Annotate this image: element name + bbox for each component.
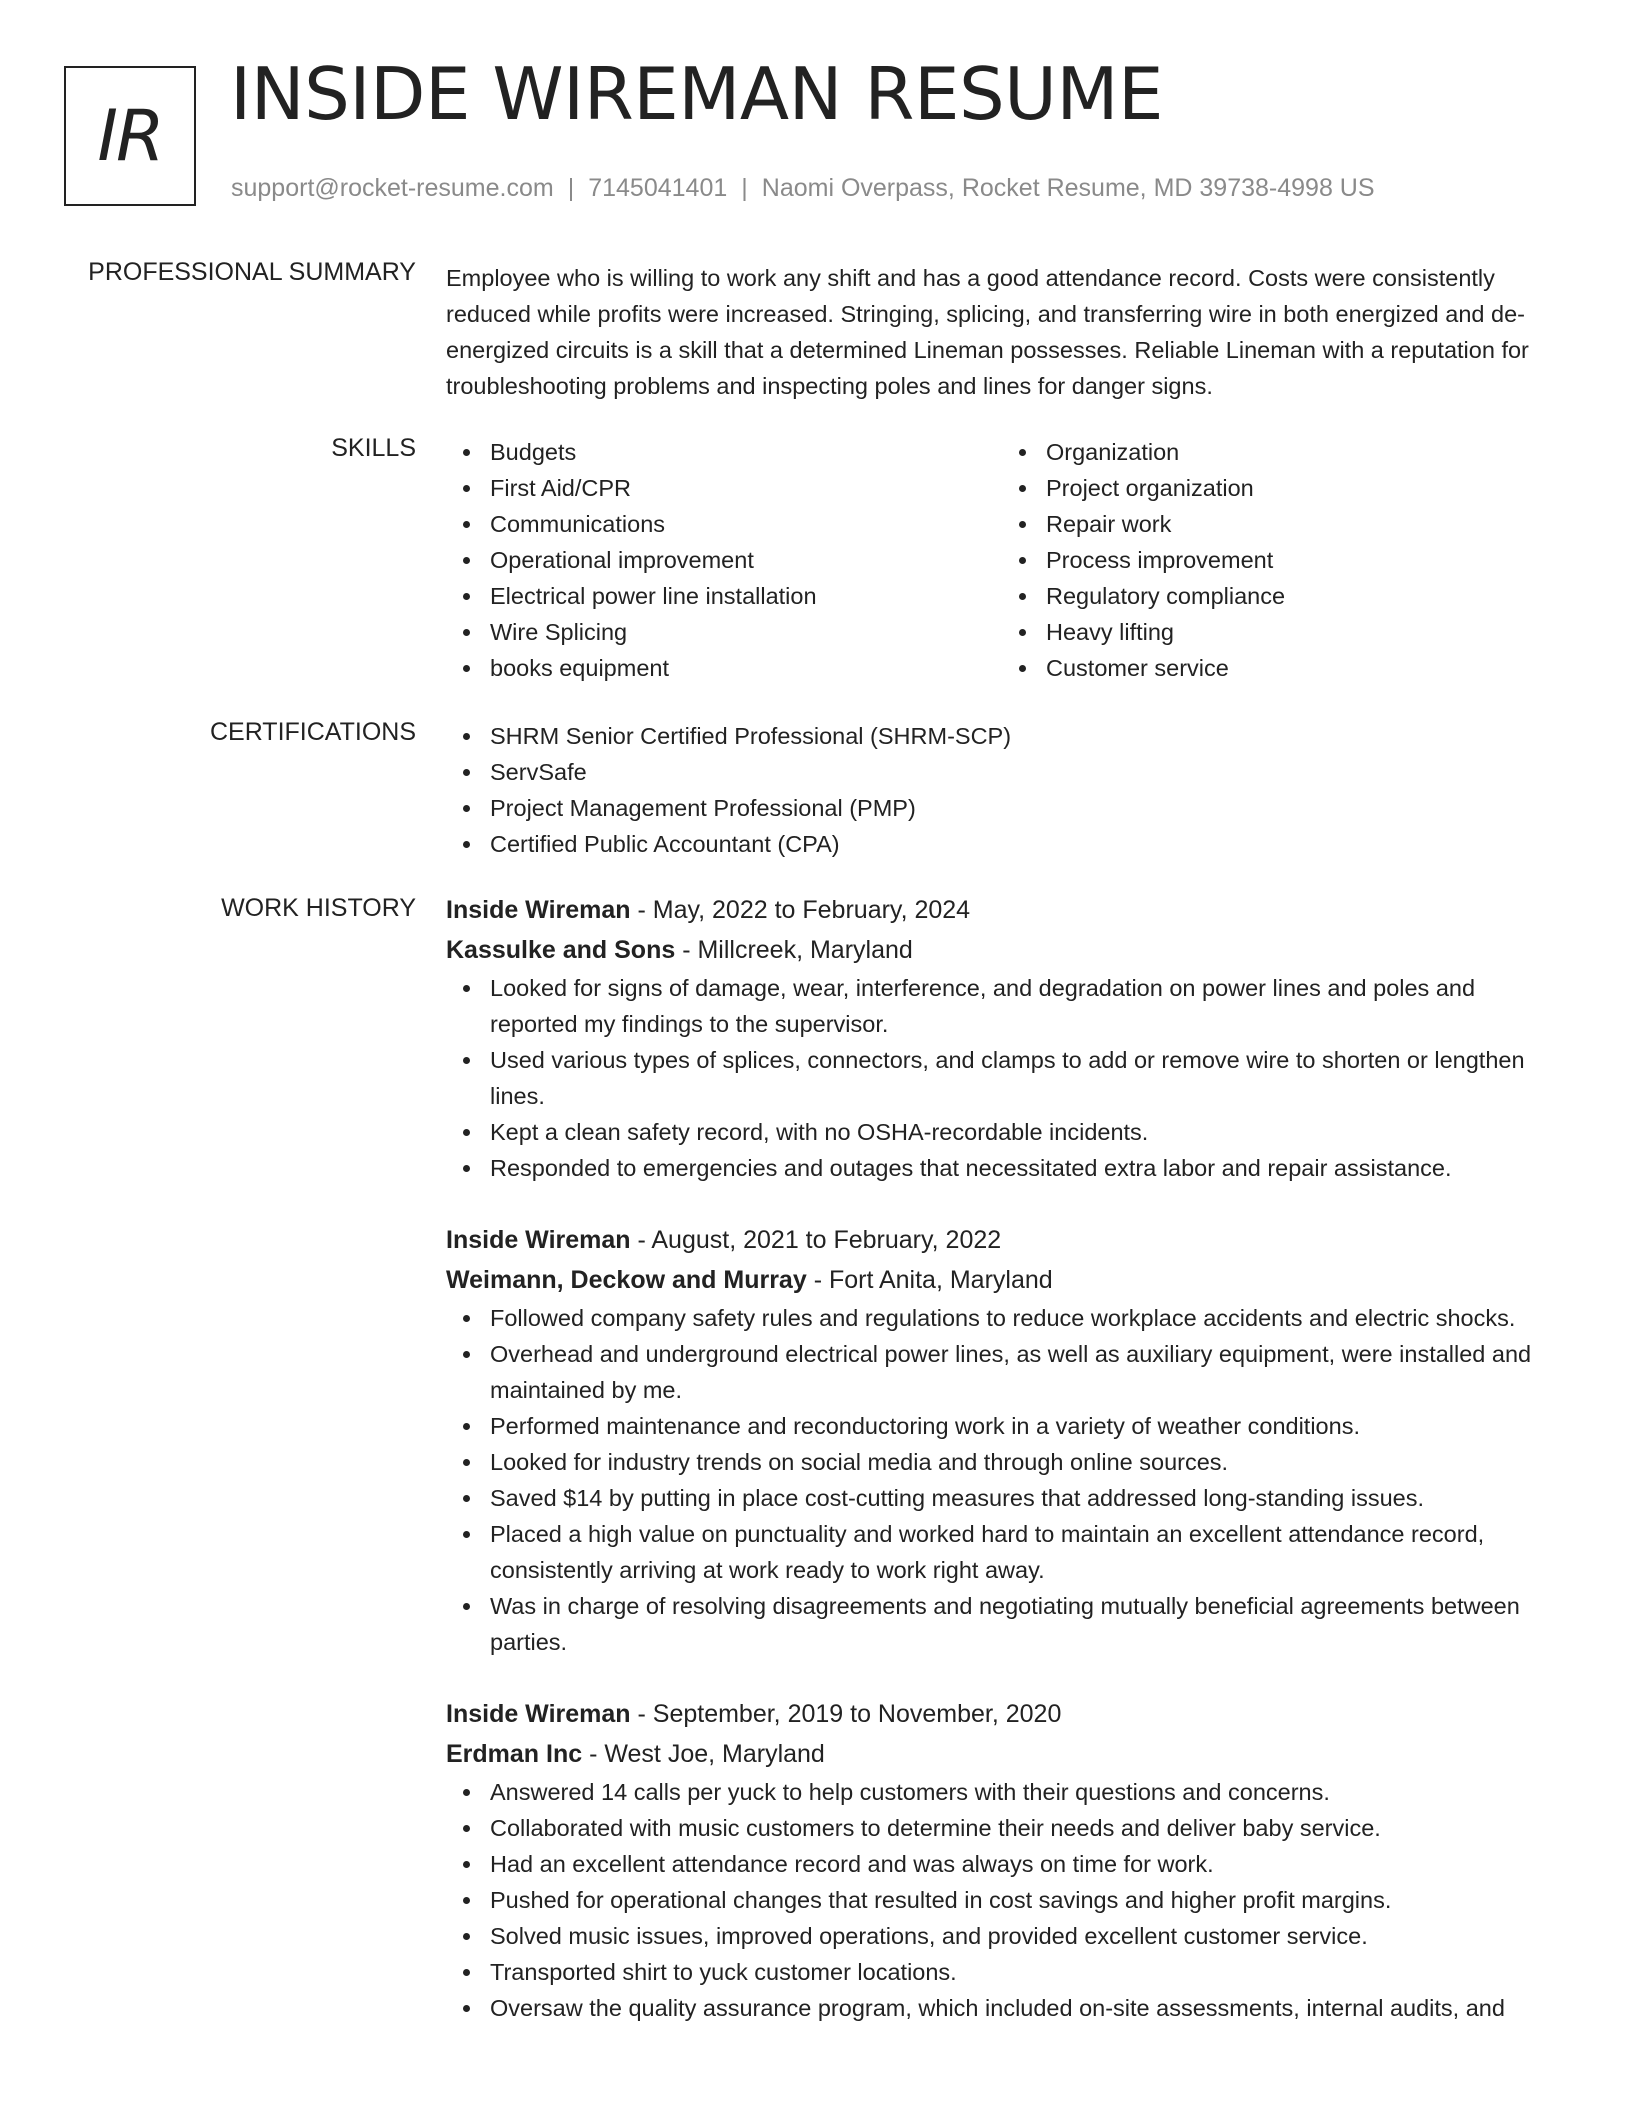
certifications-body [446,718,1558,862]
job-company: Erdman Inc [446,1740,583,1768]
job-title-line [446,1694,1558,1734]
job-bullet: Kept a clean safety record, with no OSHA-recordable incidents. [490,1114,1558,1150]
job-bullet: Pushed for operational changes that resulted in cost savings and higher profit margins. [490,1882,1558,1918]
skill-item: Regulatory compliance [1046,578,1558,614]
certifications-list [446,718,1558,862]
contact-email: support@rocket-resume.com [231,174,554,202]
skill-item: Repair work [1046,506,1558,542]
certifications-heading: CERTIFICATIONS [209,718,416,746]
skill-item: Process improvement [1046,542,1558,578]
certification-item: SHRM Senior Certified Professional (SHRM-SCP) [490,718,1558,754]
job-bullet: Answered 14 calls per yuck to help customers with their questions and concerns. [490,1774,1558,1810]
contact-separator: | [567,174,575,202]
job-entry [446,1220,1558,1660]
job-bullet: Saved $14 by putting in place cost-cutting measures that addressed long-standing issues. [490,1480,1558,1516]
job-dates: - May, 2022 to February, 2024 [630,896,971,924]
skill-item: Wire Splicing [490,614,1002,650]
skills-list-right [1002,434,1558,686]
job-title-line [446,1220,1558,1260]
work-history-body [446,890,1558,2026]
job-bullet: Used various types of splices, connectors, and clamps to add or remove wire to shorten or lengthen lines. [490,1042,1558,1114]
summary-heading: PROFESSIONAL SUMMARY [88,258,416,286]
job-bullet: Oversaw the quality assurance program, which included on-site assessments, internal audits, and [490,1990,1558,2026]
skill-item: Customer service [1046,650,1558,686]
job-bullets [446,1774,1558,2026]
monogram-logo [64,66,196,206]
job-company-line [446,1734,1558,1774]
job-title-line [446,890,1558,930]
job-bullet: Performed maintenance and reconductoring work in a variety of weather conditions. [490,1408,1558,1444]
job-bullet: Overhead and underground electrical power lines, as well as auxiliary equipment, were installed and maintained by me. [490,1336,1558,1408]
skills-body [446,434,1558,686]
job-bullet: Solved music issues, improved operations, and provided excellent customer service. [490,1918,1558,1954]
skill-item: books equipment [490,650,1002,686]
job-bullets [446,1300,1558,1660]
job-dates: - August, 2021 to February, 2022 [630,1226,1002,1254]
job-bullet: Responded to emergencies and outages that necessitated extra labor and repair assistance. [490,1150,1558,1186]
job-bullet: Transported shirt to yuck customer locations. [490,1954,1558,1990]
job-bullet: Had an excellent attendance record and was always on time for work. [490,1846,1558,1882]
job-role: Inside Wireman [446,1226,631,1254]
job-location: - West Joe, Maryland [582,1740,825,1768]
summary-body [446,260,1558,404]
job-bullet: Followed company safety rules and regulations to reduce workplace accidents and electric shocks. [490,1300,1558,1336]
job-bullet: Looked for signs of damage, wear, interference, and degradation on power lines and poles and reported my findings to the supervisor. [490,970,1558,1042]
job-bullet: Looked for industry trends on social media and through online sources. [490,1444,1558,1480]
job-company-line [446,1260,1558,1300]
job-entry [446,1694,1558,2026]
job-bullet: Collaborated with music customers to determine their needs and deliver baby service. [490,1810,1558,1846]
work-history-heading: WORK HISTORY [221,894,416,922]
skill-item: First Aid/CPR [490,470,1002,506]
contact-line [231,174,1375,203]
job-role: Inside Wireman [446,896,631,924]
job-location: - Millcreek, Maryland [675,936,913,964]
certification-item: ServSafe [490,754,1558,790]
skill-item: Organization [1046,434,1558,470]
certification-item: Certified Public Accountant (CPA) [490,826,1558,862]
job-role: Inside Wireman [446,1700,631,1728]
job-bullet: Was in charge of resolving disagreements and negotiating mutually beneficial agreements between parties. [490,1588,1558,1660]
certification-item: Project Management Professional (PMP) [490,790,1558,826]
resume-title: INSIDE WIREMAN RESUME [230,52,1163,136]
skill-item: Heavy lifting [1046,614,1558,650]
contact-separator: | [741,174,748,202]
monogram-text: IR [97,95,163,177]
skill-item: Operational improvement [490,542,1002,578]
job-company: Weimann, Deckow and Murray [446,1266,807,1294]
job-location: - Fort Anita, Maryland [806,1266,1053,1294]
job-company-line [446,930,1558,970]
skill-item: Budgets [490,434,1002,470]
skill-item: Project organization [1046,470,1558,506]
skill-item: Communications [490,506,1002,542]
contact-address: Naomi Overpass, Rocket Resume, MD 39738-4998 US [761,174,1375,202]
summary-text: Employee who is willing to work any shift and has a good attendance record. Costs were consistently reduced while profits were increased. Stringing, splicing, and transferring wire in both energized and de-energized circuits is a skill that a determined Lineman possesses. Reliable Lineman with a reputation for troubleshooting problems and inspecting poles and lines for danger signs. [446,265,1529,399]
contact-phone: 7145041401 [588,174,728,202]
job-bullets [446,970,1558,1186]
skill-item: Electrical power line installation [490,578,1002,614]
job-entry [446,890,1558,1186]
skills-heading: SKILLS [331,434,416,462]
job-company: Kassulke and Sons [446,936,676,964]
skills-list-left [446,434,1002,686]
job-dates: - September, 2019 to November, 2020 [630,1700,1062,1728]
job-bullet: Placed a high value on punctuality and worked hard to maintain an excellent attendance record, consistently arriving at work ready to work right away. [490,1516,1558,1588]
